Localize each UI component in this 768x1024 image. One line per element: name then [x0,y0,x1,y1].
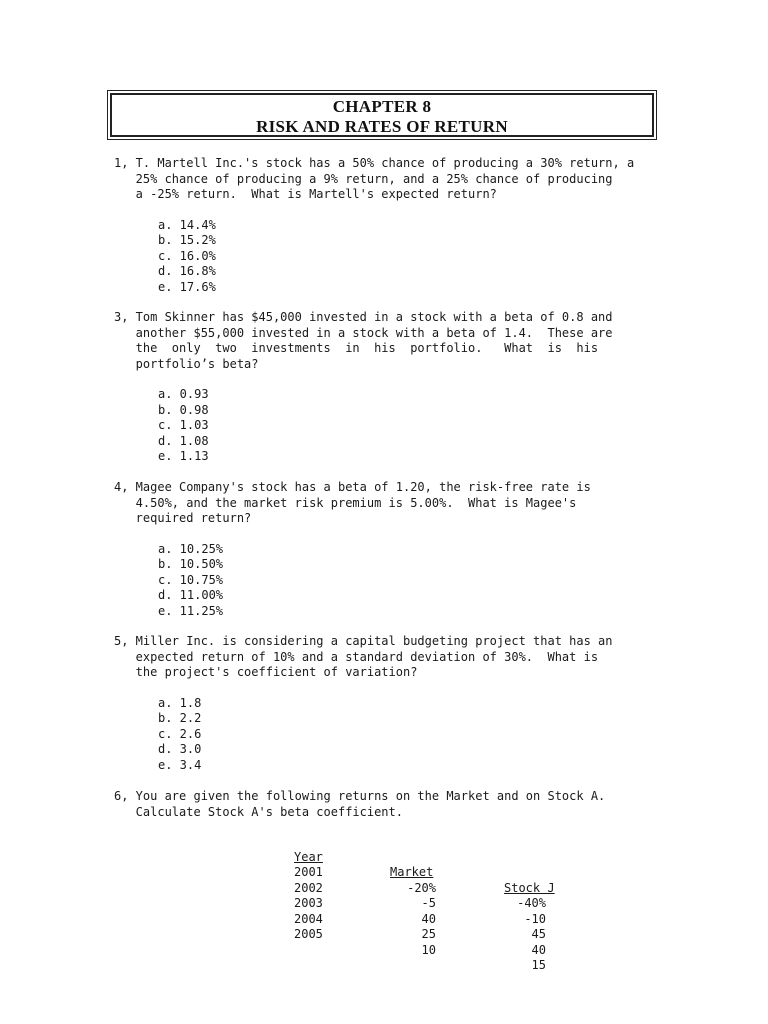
chapter-title-box [110,93,654,137]
cell-market: 10 [421,942,436,957]
header-market: Market [390,865,434,879]
cell-year: 2001 [294,865,323,879]
chapter-title: RISK AND RATES OF RETURN [256,117,508,136]
option-a: a. 0.93 [158,387,209,401]
option-a: a. 14.4% [158,217,216,232]
option-c: c. 2.6 [158,726,202,741]
option-d: d. 3.0 [158,742,202,756]
question-4 [114,480,656,619]
cell-stock: 40 [531,942,546,957]
header-year: Year [294,849,323,864]
question-3 [114,310,656,465]
question-1-text: 1, T. Martell Inc.'s stock has a 50% chance of producing a 30% return, a 25% chance of producing a 9% return, and a 25% chance of producing a -25% return. What is Martell's expected return? [114,156,635,201]
option-a: a. 10.25% [158,541,224,556]
cell-stock: -40% [517,896,546,910]
cell-stock: -10 [524,911,546,926]
cell-stock: 15 [531,958,546,972]
cell-market: 40 [421,911,436,926]
option-e: e. 1.13 [158,449,209,463]
chapter-number: CHAPTER 8 [332,97,432,116]
question-4-text: 4, Magee Company's stock has a beta of 1.20, the risk-free rate is 4.50%, and the market risk premium is 5.00%. What is Magee's required return? [114,480,591,525]
question-5 [114,634,656,773]
option-e: e. 11.25% [158,603,224,618]
cell-year: 2005 [294,927,323,941]
question-1 [114,156,656,295]
header-stock: Stock J [504,880,555,895]
option-a: a. 1.8 [158,695,202,710]
question-6-text: 6, You are given the following returns on the Market and on Stock A. Calculate Stock A's beta coefficient. [114,789,606,819]
option-b: b. 0.98 [158,402,209,417]
cell-stock: 45 [531,927,546,941]
option-b: b. 10.50% [158,557,224,571]
option-d: d. 1.08 [158,433,209,448]
question-6 [114,789,656,820]
option-b: b. 15.2% [158,233,216,247]
question-1-options [158,218,656,296]
question-5-text: 5, Miller Inc. is considering a capital budgeting project that has an expected return of 10% and a standard deviation of 30%. What is the project's coefficient of variation? [114,634,613,679]
option-c: c. 10.75% [158,572,224,587]
cell-year: 2003 [294,896,323,910]
option-e: e. 17.6% [158,279,216,294]
returns-table [294,834,555,972]
question-5-options [158,696,656,774]
option-c: c. 16.0% [158,248,216,263]
option-d: d. 11.00% [158,588,224,602]
question-3-options [158,387,656,465]
option-b: b. 2.2 [158,711,202,725]
cell-market: -20% [407,880,436,895]
cell-year: 2002 [294,880,323,895]
cell-market: -5 [421,896,436,910]
option-d: d. 16.8% [158,264,216,278]
question-4-options [158,542,656,620]
cell-market: 25 [421,927,436,941]
question-3-text: 3, Tom Skinner has $45,000 invested in a stock with a beta of 0.8 and another $55,000 invested in a stock with a beta of 1.4. These are the only two investments in his portfolio. What is his portfolio’s beta? [114,310,613,371]
option-c: c. 1.03 [158,418,209,432]
option-e: e. 3.4 [158,757,202,772]
cell-year: 2004 [294,911,323,926]
